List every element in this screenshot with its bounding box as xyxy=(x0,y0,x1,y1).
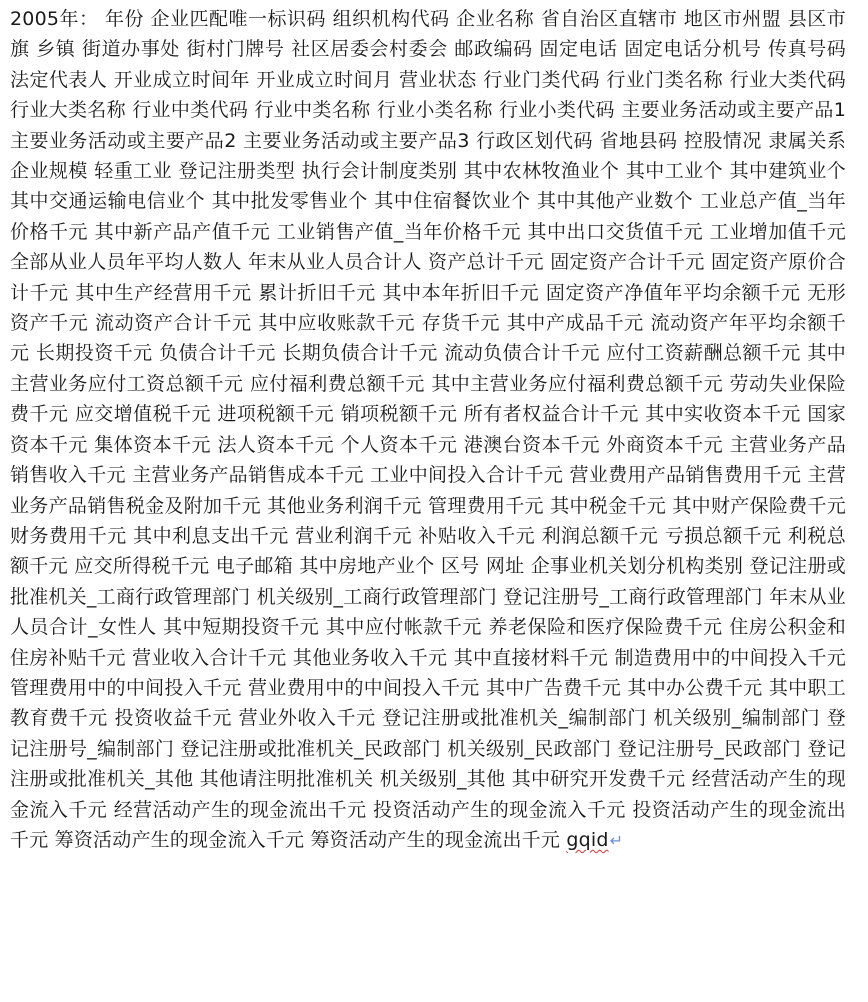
field-list-text: 年份 企业匹配唯一标识码 组织机构代码 企业名称 省自治区直辖市 地区市州盟 县区市旗 乡镇 街道办事处 街村门牌号 社区居委会村委会 邮政编码 固定电话 固定电话分机号 传真号码 法定代表人 开业成立时间年 开业成立时间月 营业状态 行业门类代码 行业门类名称 行业大类代码 行业大类名称 行业中类代码 行业中类名称 行业小类名称 行业小类代码 主要业务活动或主要产品1 主要业务活动或主要产品2 主要业务活动或主要产品3 行政区划代码 省地县码 控股情况 隶属关系 企业规模 轻重工业 登记注册类型 执行会计制度类别 其中农林牧渔业个 其中工业个 其中建筑业个 其中交通运输电信业个 其中批发零售业个 其中住宿餐饮业个 其中其他产业数个 工业总产值_当年价格千元 其中新产品产值千元 工业销售产值_当年价格千元 其中出口交货值千元 工业增加值千元 全部从业人员年平均人数人 年末从业人员合计人 资产总计千元 固定资产合计千元 固定资产原价合计千元 其中生产经营用千元 累计折旧千元 其中本年折旧千元 固定资产净值年平均余额千元 无形资产千元 流动资产合计千元 其中应收账款千元 存货千元 其中产成品千元 流动资产年平均余额千元 长期投资千元 负债合计千元 长期负债合计千元 流动负债合计千元 应付工资薪酬总额千元 其中主营业务应付工资总额千元 应付福利费总额千元 其中主营业务应付福利费总额千元 劳动失业保险费千元 应交增值税千元 进项税额千元 销项税额千元 所有者权益合计千元 其中实收资本千元 国家资本千元 集体资本千元 法人资本千元 个人资本千元 港澳台资本千元 外商资本千元 主营业务产品销售收入千元 主营业务产品销售成本千元 工业中间投入合计千元 营业费用产品销售费用千元 主营业务产品销售税金及附加千元 其他业务利润千元 管理费用千元 其中税金千元 其中财产保险费千元 财务费用千元 其中利息支出千元 营业利润千元 补贴收入千元 利润总额千元 亏损总额千元 利税总额千元 应交所得税千元 电子邮箱 其中房地产业个 区号 网址 企事业机关划分机构类别 登记注册或批准机关_工商行政管理部门 机关级别_工商行政管理部门 登记注册号_工商行政管理部门 年末从业人员合计_女性人 其中短期投资千元 其中应付帐款千元 养老保险和医疗保险费千元 住房公积金和住房补贴千元 营业收入合计千元 其他业务收入千元 其中直接材料千元 制造费用中的中间投入千元 管理费用中的中间投入千元 营业费用中的中间投入千元 其中广告费千元 其中办公费千元 其中职工教育费千元 投资收益千元 营业外收入千元 登记注册或批准机关_编制部门 机关级别_编制部门 登记注册号_编制部门 登记注册或批准机关_民政部门 机关级别_民政部门 登记注册号_民政部门 登记注册或批准机关_其他 其他请注明批准机关 机关级别_其他 其中研究开发费千元 经营活动产生的现金流入千元 经营活动产生的现金流出千元 投资活动产生的现金流入千元 投资活动产生的现金流出千元 筹资活动产生的现金流入千元 筹资活动产生的现金流出千元 xyxy=(10,8,846,851)
document-body[interactable] xyxy=(10,4,846,856)
year-label: 2005年： xyxy=(10,8,99,30)
misspelled-word[interactable]: gqid xyxy=(566,828,609,851)
paragraph-mark-icon: ↵ xyxy=(609,830,624,850)
